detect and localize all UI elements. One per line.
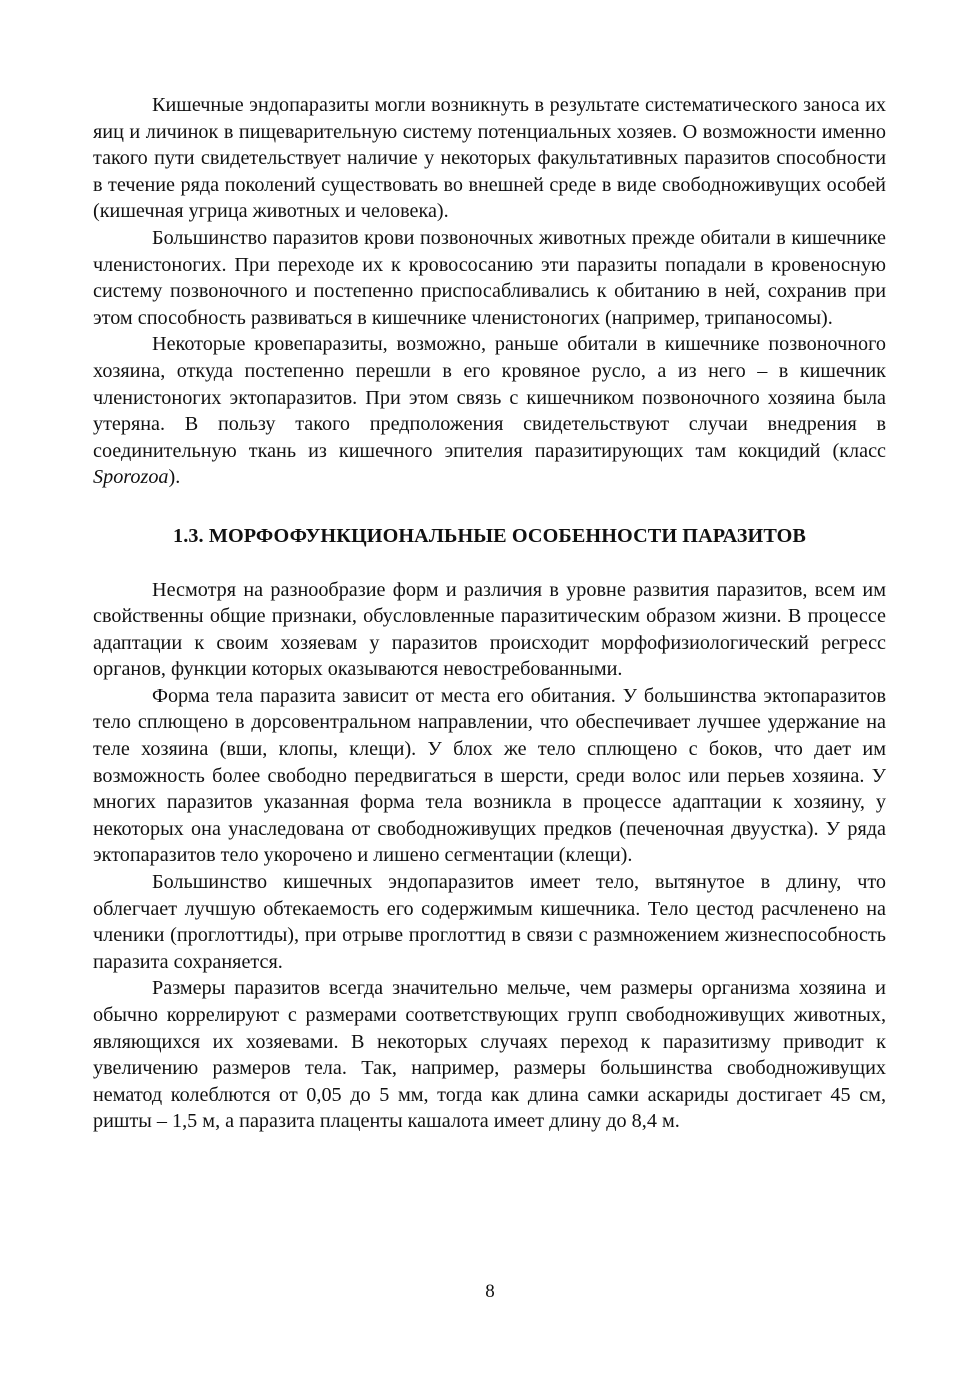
paragraph-parasite-sizes: Размеры паразитов всегда значительно мельче, чем размеры организма хозяина и обычно коррелируют с размерами соответствующих групп свободноживущих животных, являющихся их хозяевами. В некоторых случаях переход к паразитизму приводит к увеличению размеров тела. Так, например, размеры большинства свободноживущих нематод колеблются от 0,05 до 5 мм, тогда как длина самки аскариды достигает 45 см, ришты – 1,5 м, а паразита плаценты кашалота имеет длину до 8,4 м. (93, 977, 886, 1133)
paragraph-blood-parasites: Большинство паразитов крови позвоночных животных прежде обитали в кишечнике членистоногих. При переходе их к кровососанию эти паразиты попадали в кровеносную систему позвоночного и постепенно приспосабливались к обитанию в ней, сохранив при этом способность развиваться в кишечнике членистоногих (например, трипаносомы). (93, 226, 886, 329)
paragraph-intestinal-body: Большинство кишечных эндопаразитов имеет тело, вытянутое в длину, что облегчает лучшую обтекаемость его содержимым кишечника. Тело цестод расчленено на членики (проглоттиды), при отрыве проглоттид в связи с размножением жизнеспособность паразита сохраняется. (93, 871, 886, 973)
page-body (93, 92, 886, 1135)
paragraph-text-start: Некоторые кровепаразиты, возможно, раньше обитали в кишечнике позвоночного хозяина, откуда постепенно перешли в его кровяное русло, а из него – в кишечник членистоногих эктопаразитов. При этом связь с кишечником позвоночного хозяина была утеряна. В пользу такого предположения свидетельствуют случаи внедрения в соединительную ткань из кишечного эпителия паразитирующих там кокцидий (класс (93, 333, 886, 462)
paragraph-intestinal-endoparasites: Кишечные эндопаразиты могли возникнуть в результате систематического заноса их яиц и личинок в пищеварительную систему потенциальных хозяев. О возможности именно такого пути свидетельствует наличие у некоторых факультативных паразитов способности в течение ряда поколений существовать во внешней среде в виде свободноживущих особей (кишечная угрица животных и человека). (93, 94, 886, 223)
paragraph-body-shape: Форма тела паразита зависит от места его обитания. У большинства эктопаразитов тело сплющено в дорсовентральном направлении, что обеспечивает лучшее удержание на теле хозяина (вши, клопы, клещи). У блох же тело сплющено с боков, что дает им возможность более свободно передвигаться в шерсти, среди волос или перьев хозяина. У многих паразитов указанная форма тела возникла в процессе адаптации к хозяину, у некоторых она унаследована от свободноживущих предков (печеночная двуустка). У ряда эктопаразитов тело укорочено и лишено сегментации (клещи). (93, 684, 886, 867)
page-number: 8 (485, 1281, 495, 1302)
paragraph-blood-parasites-origin (93, 331, 886, 491)
section-heading: 1.3. МОРФОФУНКЦИОНАЛЬНЫЕ ОСОБЕННОСТИ ПАРАЗИТОВ (173, 524, 806, 547)
paragraph-common-features: Несмотря на разнообразие форм и различия в уровне развития паразитов, всем им свойственны общие признаки, обусловленные паразитическим образом жизни. В процессе адаптации к своим хозяевам у паразитов происходит морфофизиологический регресс органов, функции которых оказываются невостребованными. (93, 578, 886, 681)
paragraph-text-end: ). (168, 466, 181, 489)
sporozoa-italic-term: Sporozoa (93, 466, 169, 489)
